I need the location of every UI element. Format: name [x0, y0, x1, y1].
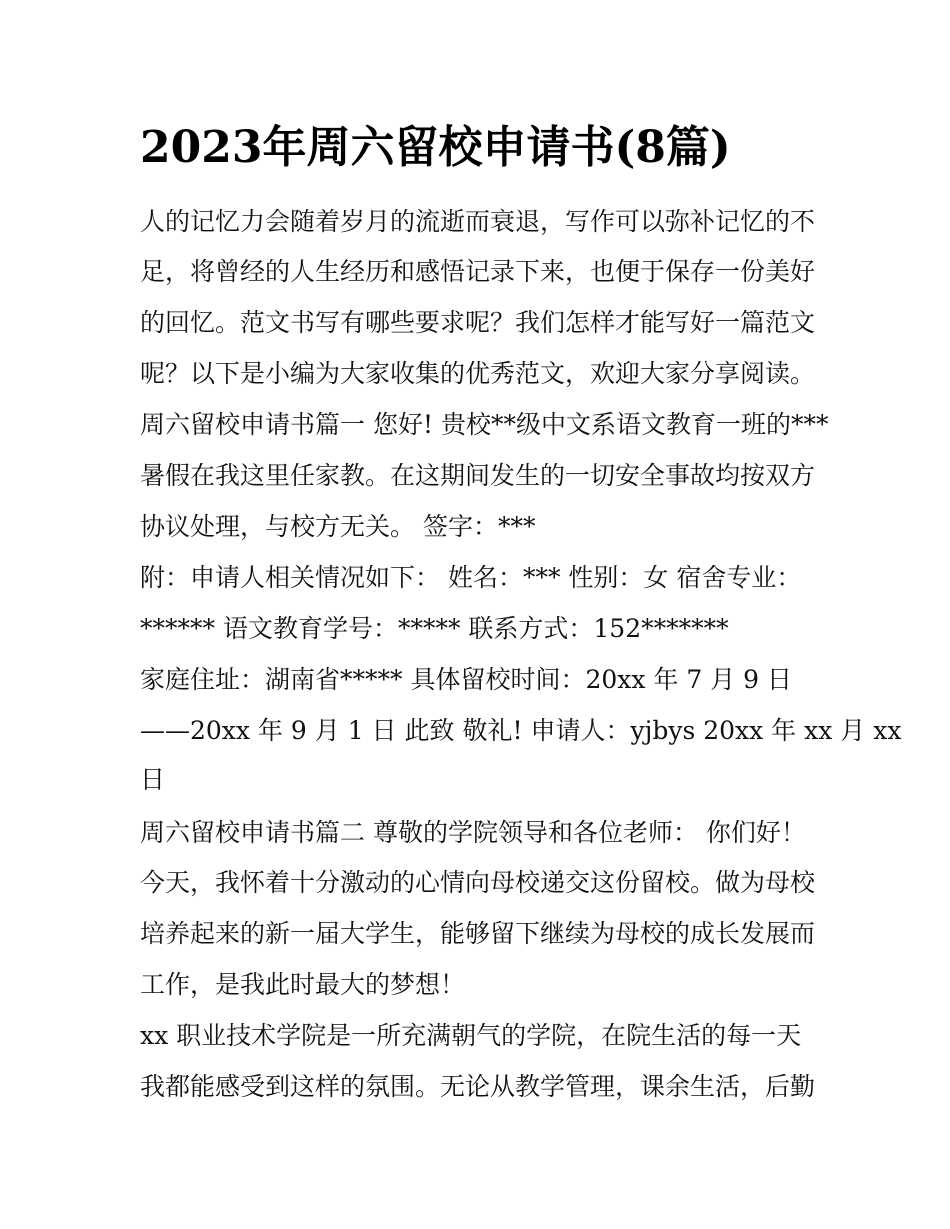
paragraph-line: 暑假在我这里任家教。在这期间发生的一切安全事故均按双方: [140, 461, 816, 490]
paragraph-line: 周六留校申请书篇二 尊敬的学院领导和各位老师： 你们好！: [140, 818, 806, 847]
paragraph-line: 日: [140, 765, 166, 794]
paragraph-line: 呢？以下是小编为大家收集的优秀范文，欢迎大家分享阅读。: [140, 359, 816, 388]
paragraph-line: 足，将曾经的人生经历和感悟记录下来，也便于保存一份美好: [140, 257, 816, 286]
paragraph-line: 周六留校申请书篇一 您好! 贵校**级中文系语文教育一班的***: [140, 410, 829, 439]
paragraph-line: ****** 语文教育学号：***** 联系方式：152*******: [140, 614, 729, 643]
paragraph-line: 附：申请人相关情况如下： 姓名：*** 性别：女 宿舍专业：: [140, 563, 802, 592]
paragraph-line: 协议处理，与校方无关。 签字：***: [140, 512, 536, 541]
paragraph-line: 家庭住址：湖南省***** 具体留校时间：20xx 年 7 月 9 日: [140, 665, 793, 694]
paragraph-line: 人的记忆力会随着岁月的流逝而衰退，写作可以弥补记忆的不: [140, 207, 816, 236]
paragraph-line: 培养起来的新一届大学生，能够留下继续为母校的成长发展而: [140, 919, 816, 948]
document-title: 2023年周六留校申请书(8篇): [140, 122, 731, 173]
paragraph-line: 我都能感受到这样的氛围。无论从教学管理，课余生活，后勤: [140, 1072, 816, 1101]
paragraph-line: 的回忆。范文书写有哪些要求呢？我们怎样才能写好一篇范文: [140, 308, 816, 337]
paragraph-line: 工作，是我此时最大的梦想！: [140, 970, 466, 999]
paragraph-line: 今天，我怀着十分激动的心情向母校递交这份留校。做为母校: [140, 868, 816, 897]
paragraph-line: ——20xx 年 9 月 1 日 此致 敬礼! 申请人：yjbys 20xx 年 xx 月 xx: [140, 716, 902, 745]
paragraph-line: xx 职业技术学院是一所充满朝气的学院，在院生活的每一天: [140, 1021, 802, 1050]
